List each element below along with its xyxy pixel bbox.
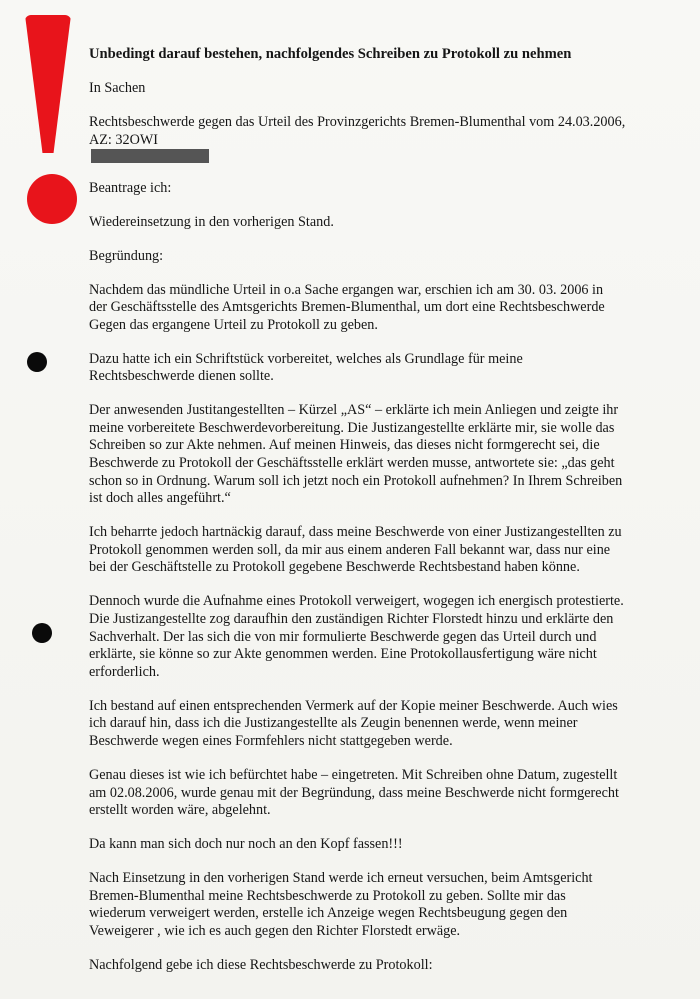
text-line: Genau dieses ist wie ich befürchtet habe – eingetreten. Mit Schreiben ohne Datum, zugestellt — [89, 766, 618, 783]
text-line: Ich beharrte jedoch hartnäckig darauf, dass meine Beschwerde von einer Justizangestellten zu — [89, 524, 622, 541]
paragraph-5 — [89, 593, 679, 681]
paragraph-2 — [89, 351, 679, 386]
in-sachen-label: In Sachen — [89, 79, 146, 96]
paragraph-9 — [89, 870, 679, 940]
text-line: am 02.08.2006, wurde genau mit der Begründung, dass meine Beschwerde nicht formgerecht — [89, 784, 619, 801]
subject-line: Rechtsbeschwerde gegen das Urteil des Provinzgerichts Bremen-Blumenthal vom 24.03.2006, — [89, 113, 626, 130]
subject-paragraph — [89, 114, 679, 163]
antrag-text: Wiedereinsetzung in den vorherigen Stand. — [89, 213, 334, 230]
subject-line — [89, 132, 679, 164]
text-line: Veweigerer , wie ich es auch gegen den Richter Florstedt erwäge. — [89, 922, 461, 939]
text-line: Beschwerde zu Protokoll der Geschäftsstelle erklärt werden musse, antwortete sie: „das geht — [89, 455, 615, 472]
text-line: Schreiben so zur Akte nehmen. Auf meinen Hinweis, das dieses nicht formgerecht sei, die — [89, 437, 600, 454]
beantrage-label: Beantrage ich: — [89, 179, 172, 196]
text-line: ist doch alles angeführt.“ — [89, 490, 231, 507]
text-line: Ich bestand auf einen entsprechenden Vermerk auf der Kopie meiner Beschwerde. Auch wies — [89, 697, 618, 714]
bullet-dot-icon — [32, 623, 52, 643]
redaction-block — [91, 149, 209, 163]
paragraph-4 — [89, 524, 679, 577]
bullet-dot-icon — [27, 352, 47, 372]
text-line: Beschwerde wegen eines Formfehlers nicht stattgegeben werde. — [89, 732, 453, 749]
text-line: erklärte, sie könne so zur Akte genommen werden. Eine Protokollausfertigung wäre nicht — [89, 646, 597, 663]
text-line: Dazu hatte ich ein Schriftstück vorbereitet, welches als Grundlage für meine — [89, 350, 523, 367]
text-line: erforderlich. — [89, 663, 160, 680]
paragraph-1 — [89, 282, 679, 335]
text-line: Rechtsbeschwerde dienen sollte. — [89, 368, 274, 385]
exclamation-bar-icon — [25, 15, 71, 153]
text-line: ich darauf hin, dass ich die Justizangestellte als Zeugin benennen werde, wenn meiner — [89, 715, 578, 732]
text-line: Die Justizangestellte zog daraufhin den zuständigen Richter Florstedt hinzu und erklärte den — [89, 610, 614, 627]
paragraph-8: Da kann man sich doch nur noch an den Kopf fassen!!! — [89, 836, 403, 853]
text-line: Protokoll genommen werden soll, da mir aus einem anderen Fall bekannt war, dass nur eine — [89, 541, 611, 558]
text-line: Nach Einsetzung in den vorherigen Stand werde ich erneut versuchen, beim Amtsgericht — [89, 870, 593, 887]
text-line: erstellt worden wäre, abgelehnt. — [89, 802, 271, 819]
paragraph-10: Nachfolgend gebe ich diese Rechtsbeschwerde zu Protokoll: — [89, 956, 433, 973]
text-line: Nachdem das mündliche Urteil in o.a Sache ergangen war, erschien ich am 30. 03. 2006 in — [89, 281, 604, 298]
exclamation-dot-icon — [27, 174, 77, 224]
text-line: Sachverhalt. Der las sich die von mir formulierte Beschwerde gegen das Urteil durch und — [89, 628, 597, 645]
text-line: schon so in Ordnung. Warum soll ich jetzt noch ein Protokoll aufnehmen? In Ihrem Schreiben — [89, 472, 623, 489]
text-line: bei der Geschäftstelle zu Protokoll gegebene Beschwerde Rechtsbestand haben könne. — [89, 559, 580, 576]
text-line: Gegen das ergangene Urteil zu Protokoll zu geben. — [89, 316, 378, 333]
paragraph-3 — [89, 402, 679, 508]
begruendung-label: Begründung: — [89, 247, 164, 264]
letter-body — [89, 46, 679, 991]
text-line: Bremen-Blumenthal meine Rechtsbeschwerde zu Protokoll zu geben. Sollte mir das — [89, 887, 566, 904]
text-line: Dennoch wurde die Aufnahme eines Protokoll verweigert, wogegen ich energisch protestierte. — [89, 593, 624, 610]
paragraph-7 — [89, 767, 679, 820]
text-line: Der anwesenden Justitangestellten – Kürzel „AS“ – erklärte ich mein Anliegen und zeigte ihr — [89, 402, 619, 419]
file-number-prefix: AZ: 32OWI — [89, 131, 158, 148]
text-line: meine vorbereitete Beschwerdevorbereitung. Die Justizangestellte erklärte mir, sie wolle das — [89, 419, 615, 436]
text-line: der Geschäftsstelle des Amtsgerichts Bremen-Blumenthal, um dort eine Rechtsbeschwerde — [89, 299, 605, 316]
text-line: wiederum verweigert werden, erstelle ich Anzeige wegen Rechtsbeugung gegen den — [89, 905, 568, 922]
page-title: Unbedingt darauf bestehen, nachfolgendes Schreiben zu Protokoll zu nehmen — [89, 46, 572, 62]
paragraph-6 — [89, 698, 679, 751]
